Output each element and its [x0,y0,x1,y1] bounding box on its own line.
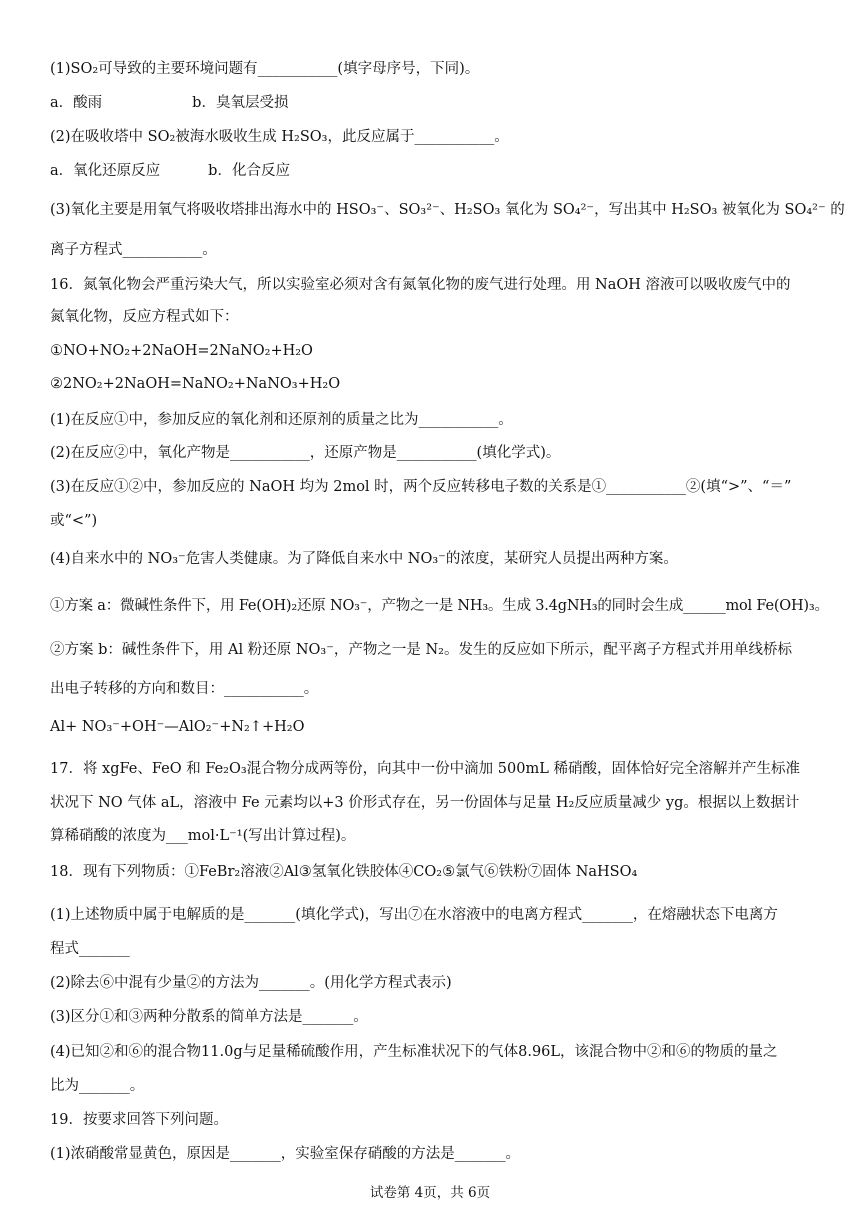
q18-part3: (3)区分①和③两种分散系的简单方法是_______。 [50,1009,368,1025]
q18-part4-cont: 比为_______。 [50,1078,145,1094]
q18-stem: 18．现有下列物质：①FeBr₂溶液②Al③氢氧化铁胶体④CO₂⑤氯气⑥铁粉⑦固体 NaHSO₄ [50,864,638,880]
option-a: a．氧化还原反应 [50,163,161,179]
q16-part3: (3)在反应①②中，参加反应的 NaOH 均为 2mol 时，两个反应转移电子数的关系是①___________②(填“>”、“＝” [50,479,792,495]
q17-stem: 17．将 xgFe、FeO 和 Fe₂O₃混合物分成两等份，向其中一份中滴加 500mL 稀硝酸，固体恰好完全溶解并产生标准 [50,761,800,777]
q16-part3-cont: 或“<”) [50,513,98,529]
q16-eq2: ②2NO₂+2NaOH=NaNO₂+NaNO₃+H₂O [50,376,341,392]
q18-part1: (1)上述物质中属于电解质的是_______(填化学式)，写出⑦在水溶液中的电离方程式_______，在熔融状态下电离方 [50,907,778,923]
q16-part4-a: ①方案 a：微碱性条件下，用 Fe(OH)₂还原 NO₃⁻，产物之一是 NH₃。生成 3.4gNH₃的同时会生成______mol Fe(OH)₃。 [50,598,829,614]
q15-part1: (1)SO₂可导致的主要环境问题有___________(填字母序号，下同)。 [50,61,480,77]
q16-ionic-equation: Al+ NO₃⁻+OH⁻—AlO₂⁻+N₂↑+H₂O [50,719,305,735]
q15-part2: (2)在吸收塔中 SO₂被海水吸收生成 H₂SO₃，此反应属于___________。 [50,129,509,145]
q16-part1: (1)在反应①中，参加反应的氧化剂和还原剂的质量之比为___________。 [50,412,513,428]
option-a: a．酸雨 [50,95,103,111]
q18-part1-cont: 程式_______ [50,941,130,957]
q17-stem-cont1: 状况下 NO 气体 aL，溶液中 Fe 元素均以+3 价形式存在，另一份固体与足量 H₂反应质量减少 yg。根据以上数据计 [50,795,800,811]
q19-stem: 19．按要求回答下列问题。 [50,1112,228,1128]
option-b: b．化合反应 [208,163,290,179]
option-b: b．臭氧层受损 [192,95,289,111]
q18-part2: (2)除去⑥中混有少量②的方法为_______。(用化学方程式表示) [50,975,452,991]
q15-part2-options [50,161,820,181]
q16-part2: (2)在反应②中，氧化产物是___________，还原产物是___________(填化学式)。 [50,445,561,461]
q16-stem: 16．氮氧化物会严重污染大气，所以实验室必须对含有氮氧化物的废气进行处理。用 NaOH 溶液可以吸收废气中的 [50,277,791,293]
q16-part4: (4)自来水中的 NO₃⁻危害人类健康。为了降低自来水中 NO₃⁻的浓度，某研究人员提出两种方案。 [50,551,678,567]
q17-stem-cont2: 算稀硝酸的浓度为___mol·L⁻¹(写出计算过程)。 [50,828,356,844]
q16-stem-cont: 氮氧化物，反应方程式如下： [50,309,239,325]
q15-part3-cont: 离子方程式___________。 [50,242,217,258]
q15-part1-options [50,93,820,113]
q16-part4-b: ②方案 b：碱性条件下，用 Al 粉还原 NO₃⁻，产物之一是 N₂。发生的反应如下所示，配平离子方程式并用单线桥标 [50,642,792,658]
q18-part4: (4)已知②和⑥的混合物11.0g与足量稀硫酸作用，产生标准状况下的气体8.96L，该混合物中②和⑥的物质的量之 [50,1044,778,1060]
page-footer: 试卷第 4页，共 6页 [369,1185,491,1201]
q15-part3: (3)氧化主要是用氧气将吸收塔排出海水中的 HSO₃⁻、SO₃²⁻、H₂SO₃ 氧化为 SO₄²⁻，写出其中 H₂SO₃ 被氧化为 SO₄²⁻ 的 [50,202,845,218]
q19-part1: (1)浓硝酸常显黄色，原因是_______，实验室保存硝酸的方法是_______。 [50,1146,521,1162]
q16-part4-b-cont: 出电子转移的方向和数目：___________。 [50,681,319,697]
q16-eq1: ①NO+NO₂+2NaOH=2NaNO₂+H₂O [50,343,313,359]
